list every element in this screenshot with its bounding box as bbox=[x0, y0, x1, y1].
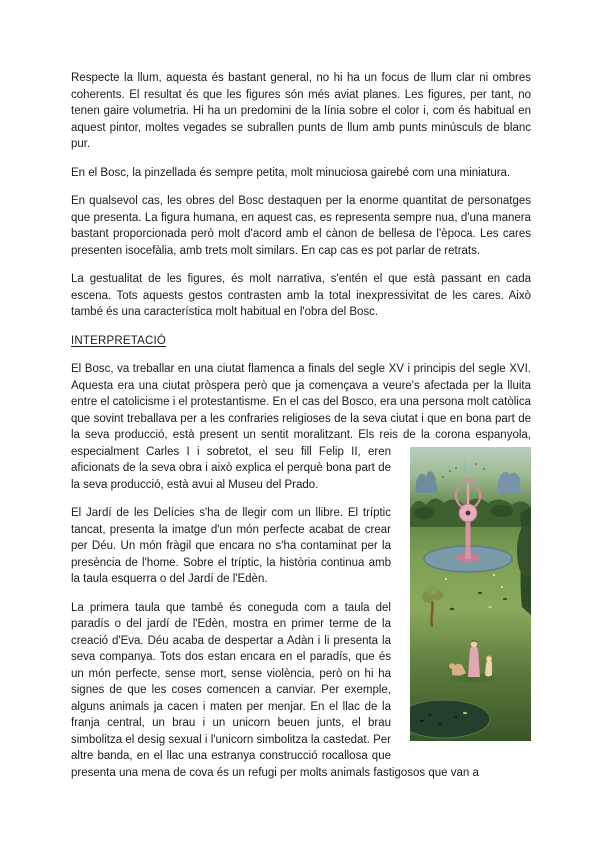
paragraph-eden-panel: La primera taula que també és coneguda com a taula del paradís o del jardí de l'Edèn, mostra en primer terme de la creació d'Eva. Déu acaba de despertar a Adàn i li presenta la seva companya. Tots dos estan encara en el paradís, que és un món perfecte, sense mort, sense violència, però on hi ha signes de que les coses comencen a canviar. Per exemple, alguns animals ja cacen i maten per menjar. En el llac de la franja central, un brau i un unicorn beuen junts, el brau simbolitza el desig sexual i l'unicorn simbolitza la castedat. Per altre banda, en el llac una estranya construcció rocallosa que presenta una mena de cova és un refugi per molts animals fastigosos que van a bbox=[71, 601, 479, 779]
paragraph-figures: En qualsevol cas, les obres del Bosc destaquen per la enorme quantitat de personatges que presenta. La figura humana, en aquest cas, es representa sempre nua, d'una manera bastant proporcionada però molt d'acord amb el cànon de bellesa de l'època. Les cares presenten isocefàlia, amb trets molt similars. En cap cas es pot parlar de retrats. bbox=[71, 195, 531, 257]
paragraph-interpretation-before-image: El Bosc, va treballar en una ciutat flamenca a finals del segle XV i principis del segle XVI. Aquesta era una ciutat pròspera però que ja començava a veure's afectada per la lluita entre el catolicisme i el protestantisme. En el cas del Bosco, era una persona molt catòlica que sovint treballava per a les confraries religioses de la seva ciutat i que en bona part de la seva producció, està present un sentit moralitzant. Els reis de la corona espanyola, especialment bbox=[71, 363, 531, 458]
paragraph-interpretation-after-image: Carles I i sobretot, el seu fill Felip II, eren aficionats de la seva obra i això explica el perquè bona part de la seva producció, està avui al Museu del Prado. bbox=[71, 445, 391, 491]
paragraph-gestures: La gestualitat de les figures, és molt narrativa, s'entén el que està passant en cada escena. Tots aquests gestos contrasten amb la total inexpressivitat de les cares. Això també és una característica molt habitual en l'obra del Bosc. bbox=[71, 273, 531, 318]
paragraph-brushstroke: En el Bosc, la pinzellada és sempre petita, molt minuciosa gairebé com una miniatura. bbox=[71, 166, 511, 179]
paragraph-light: Respecte la llum, aquesta és bastant general, no hi ha un focus de llum clar ni ombres coherents. El resultat és que les figures són més aviat planes. Les figures, per tant, no tenen gaire volumetria. Hi ha un predomini de la línia sobre el color i, com és habitual en aquest pintor, moltes vegades se subrallen punts de llum amb punts minúsculs de blanc pur. bbox=[71, 72, 531, 150]
section-heading-text: INTERPRETACIÓ bbox=[71, 334, 167, 347]
paragraph-triptych-reading: El Jardí de les Delícies s'ha de llegir com un llibre. El tríptic tancat, presenta la imatge d'un món perfecte acabat de crear per Déu. Un món fràgil que encara no s'ha contaminat per la presència de l'home. Sobre el tríptic, la història continua amb la taula esquerra o del Jardí de l'Edèn. bbox=[71, 507, 391, 585]
garden-of-earthly-delights-left-panel-image bbox=[410, 447, 531, 741]
painting-graphic bbox=[410, 447, 531, 741]
paragraph-interpretation bbox=[71, 361, 531, 493]
section-heading bbox=[71, 333, 531, 350]
